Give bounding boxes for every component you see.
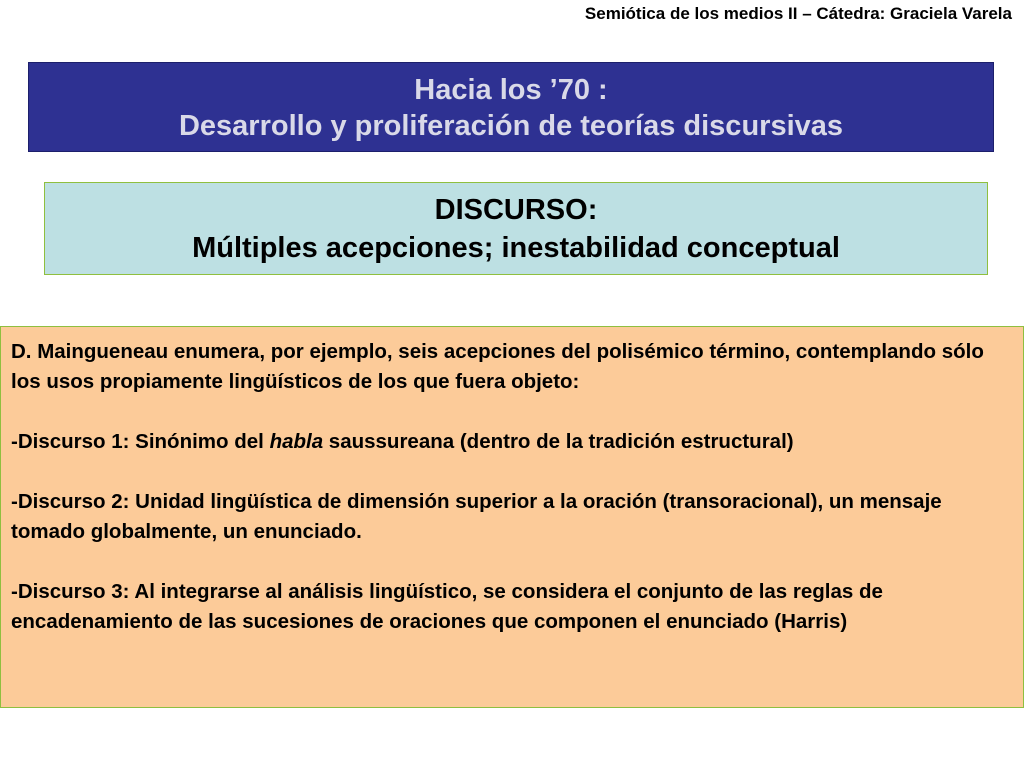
body-item-2: -Discurso 2: Unidad lingüística de dimensión superior a la oración (transoracional), un mensaje tomado globalmente, un enunciado. [11,490,942,543]
slide-body-box [0,326,1024,708]
body-intro: D. Maingueneau enumera, por ejemplo, seis acepciones del polisémico término, contemplando sólo los usos propiamente lingüísticos de los que fuera objeto: [11,340,984,393]
slide-title-box [28,62,994,152]
body-item-1 [11,427,1013,457]
slide-subtitle-line-1: DISCURSO: [434,194,598,226]
slide-subtitle-box [44,182,988,275]
body-item-1-end: saussureana (dentro de la tradición estructural) [323,430,794,453]
body-item-3: -Discurso 3: Al integrarse al análisis lingüístico, se considera el conjunto de las reglas de encadenamiento de las sucesiones de oraciones que componen el enunciado (Harris) [11,580,883,633]
body-item-1-emphasis: habla [269,430,324,453]
course-header: Semiótica de los medios II – Cátedra: Graciela Varela [584,4,1012,23]
slide-subtitle-line-2: Múltiples acepciones; inestabilidad conceptual [192,232,840,264]
slide-title-line-1: Hacia los ’70 : [414,74,608,106]
body-item-1-start: -Discurso 1: Sinónimo del [11,430,270,453]
slide-title-line-2: Desarrollo y proliferación de teorías discursivas [178,110,844,142]
